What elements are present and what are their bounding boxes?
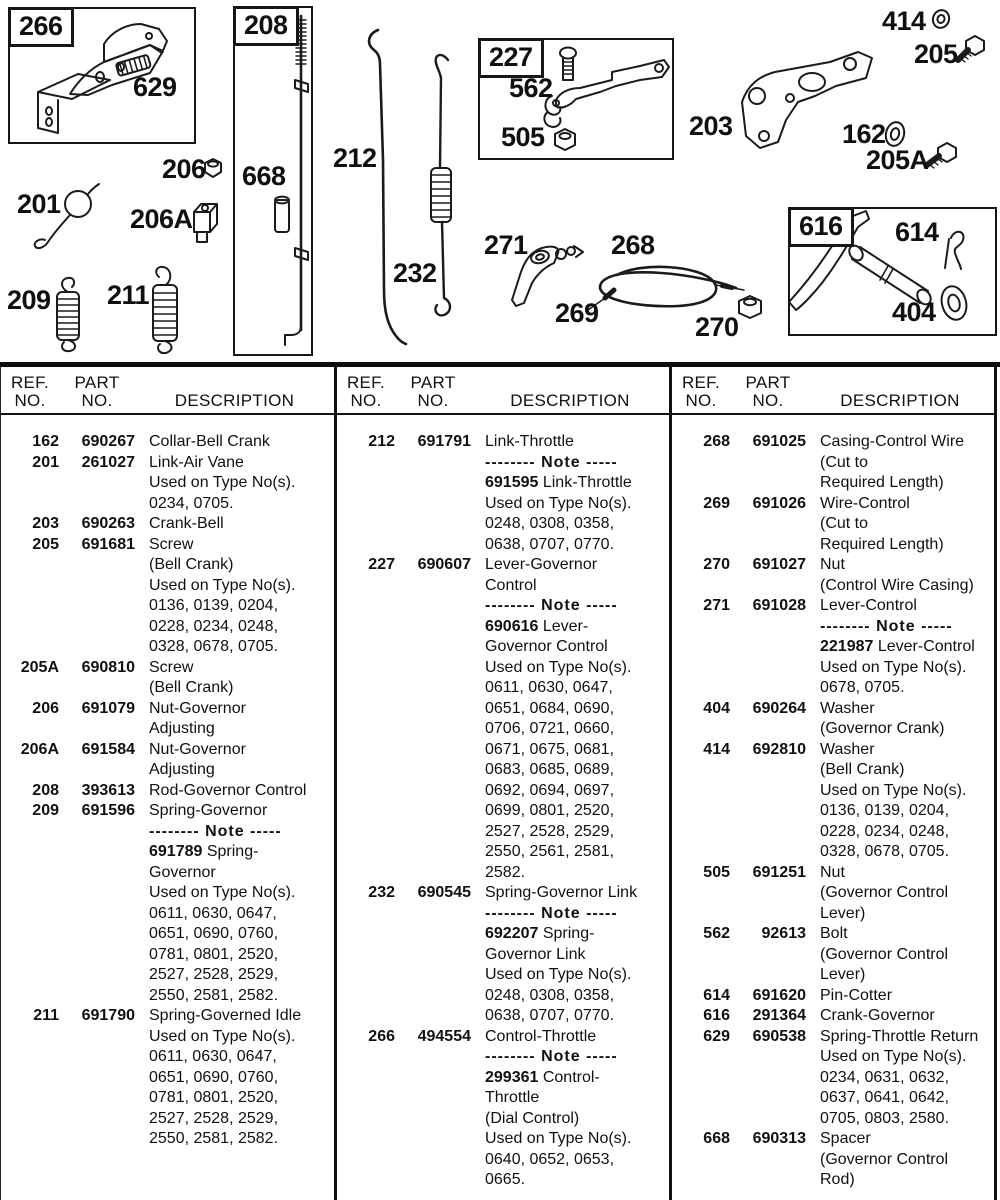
description-line: Used on Type No(s).: [149, 576, 296, 594]
callout-270: 270: [695, 312, 739, 342]
description-line: 2550, 2561, 2581,: [485, 843, 615, 860]
callout-201: 201: [17, 189, 61, 219]
callout-269: 269: [555, 298, 599, 328]
description: [471, 1027, 669, 1191]
description-line: Adjusting: [149, 720, 215, 737]
description-line: Governor Control: [485, 638, 608, 655]
ref-no: 271: [703, 597, 730, 614]
ref-no: 162: [32, 433, 59, 450]
description-line: 0136, 0139, 0204,: [149, 597, 279, 614]
ref-no: 232: [368, 884, 395, 901]
ref-no-header: REF. NO.: [681, 373, 721, 410]
ref-no: 614: [703, 986, 730, 1004]
ref-no: 268: [703, 433, 730, 450]
description: [806, 555, 994, 596]
description-line: Casing-Control Wire: [820, 433, 965, 450]
part-no-header: PART NO.: [410, 373, 456, 410]
description-line: Nut-Governor: [149, 699, 246, 717]
part-no: 261027: [81, 453, 135, 471]
description-line: (Governor Crank): [820, 720, 945, 737]
description-header: DESCRIPTION: [174, 391, 295, 410]
description: [806, 1129, 994, 1191]
description-line: Lever): [820, 904, 866, 922]
description-line: Throttle: [485, 1089, 540, 1106]
description-line: 0671, 0675, 0681,: [485, 740, 615, 758]
description-line: Lever-Control: [820, 597, 917, 614]
description-line: Used on Type No(s).: [149, 474, 296, 491]
description-line: 0136, 0139, 0204,: [820, 802, 950, 819]
description: [806, 924, 994, 986]
part-no-header: PART NO.: [74, 373, 120, 410]
part-270-nut-drawing: [739, 296, 761, 318]
description-line: Link-Throttle: [485, 433, 574, 450]
callout-162: 162: [842, 119, 886, 149]
callout-212: 212: [333, 143, 377, 173]
part-no: 393613: [81, 781, 135, 799]
description-line: (Bell Crank): [820, 761, 905, 778]
description-line: (Cut to: [820, 453, 869, 471]
callout-414: 414: [882, 6, 926, 36]
table-row: [1, 801, 334, 1006]
description: [806, 699, 994, 740]
description-line: Spring-Governor Link: [485, 884, 638, 901]
description-line: 2582.: [485, 863, 526, 881]
part-no: 690267: [81, 433, 135, 450]
description-line: 0611, 0630, 0647,: [149, 1048, 277, 1065]
table-column-2: [337, 367, 672, 1200]
description-line: Required Length): [820, 535, 944, 553]
description-line: (Governor Control: [820, 945, 949, 963]
description-line: 0699, 0801, 2520,: [485, 802, 615, 819]
description-line: Used on Type No(s).: [485, 658, 632, 676]
note-line: -------- Note -----: [820, 617, 953, 635]
table-row: [672, 740, 994, 863]
ref-no: 201: [32, 453, 59, 471]
description-line: Washer: [820, 699, 875, 717]
description-line: 0228, 0234, 0248,: [820, 822, 950, 840]
ref-no-header: REF. NO.: [346, 373, 386, 410]
description-line: Control: [485, 576, 537, 594]
part-no: 691025: [752, 433, 806, 450]
description-line: (Bell Crank): [149, 679, 234, 696]
note-line: -------- Note -----: [149, 822, 282, 840]
part-211-spring-drawing: [153, 267, 177, 353]
ref-no-header: REF. NO.: [10, 373, 50, 410]
part-no: 691028: [752, 597, 806, 614]
table-row: [337, 432, 669, 555]
parts-table: [0, 362, 1000, 1200]
description: [135, 658, 334, 699]
callout-629: 629: [133, 72, 177, 102]
description-header: DESCRIPTION: [510, 391, 630, 410]
description-line: Used on Type No(s).: [149, 1027, 296, 1045]
description-line: 0638, 0707, 0770.: [485, 535, 615, 553]
ref-no: 227: [368, 556, 395, 573]
ref-no: 562: [703, 925, 730, 942]
description-line: 2527, 2528, 2529,: [149, 966, 279, 983]
description-line: Crank-Bell: [149, 515, 224, 532]
part-no: 691791: [417, 433, 471, 450]
parts-diagram: [0, 0, 1000, 362]
table-entries-column-2: [337, 415, 669, 1191]
description: [135, 1006, 334, 1150]
part-206-nut-drawing: [205, 159, 221, 177]
description-line: Pin-Cotter: [820, 986, 893, 1004]
table-column-3: [672, 367, 997, 1200]
table-row: [672, 1129, 994, 1191]
callout-205: 205: [914, 39, 958, 69]
description-line: 0640, 0652, 0653,: [485, 1150, 615, 1168]
part-no: 691584: [81, 740, 135, 758]
table-row: [1, 781, 334, 802]
description-line: 0328, 0678, 0705.: [820, 843, 950, 860]
description-line: Used on Type No(s).: [485, 966, 632, 983]
description: [135, 432, 334, 453]
description-line: Lever-Governor: [485, 556, 598, 573]
table-row: [672, 699, 994, 740]
table-row: [1, 699, 334, 740]
description: [135, 801, 334, 1006]
part-no: 690264: [752, 699, 806, 717]
part-268-casing-drawing: [600, 267, 736, 306]
description: [806, 986, 994, 1007]
note-line: -------- Note -----: [485, 1048, 618, 1065]
part-no-header: PART NO.: [745, 373, 791, 410]
part-414-washer-drawing: [930, 8, 951, 30]
description: [135, 740, 334, 781]
table-row: [1, 514, 334, 535]
description-line: 0651, 0690, 0760,: [149, 1068, 279, 1086]
table-row: [672, 924, 994, 986]
table-row: [1, 535, 334, 658]
table-header: [1, 367, 334, 415]
table-column-1: [0, 367, 337, 1200]
description-line: 691595 Link-Throttle: [485, 474, 632, 491]
description-line: 0678, 0705.: [820, 679, 905, 696]
table-row: [1, 432, 334, 453]
table-row: [337, 1027, 669, 1191]
description-line: Used on Type No(s).: [485, 1130, 632, 1147]
table-row: [672, 863, 994, 925]
description-line: 0706, 0721, 0660,: [485, 720, 615, 737]
part-162-collar-drawing: [883, 120, 906, 148]
description-header: DESCRIPTION: [840, 391, 960, 410]
description-line: 0248, 0308, 0358,: [485, 515, 615, 532]
part-no: 691251: [752, 863, 806, 881]
table-row: [672, 1006, 994, 1027]
description-line: 299361 Control-: [485, 1068, 600, 1086]
description-line: (Dial Control): [485, 1109, 580, 1127]
description-line: Control-Throttle: [485, 1027, 597, 1045]
part-no: 690263: [81, 515, 135, 532]
callout-271: 271: [484, 230, 528, 260]
callout-266: 266: [8, 7, 74, 47]
description: [806, 1027, 994, 1130]
description-line: Bolt: [820, 925, 848, 942]
part-205-bolt-drawing: [958, 36, 984, 62]
ref-no: 414: [703, 740, 730, 758]
ref-no: 668: [703, 1130, 730, 1147]
ref-no: 203: [32, 515, 59, 532]
description: [471, 432, 669, 555]
part-206A-nut-drawing: [194, 204, 217, 242]
description-line: Spacer: [820, 1130, 871, 1147]
description: [806, 596, 994, 699]
ref-no: 270: [703, 556, 730, 573]
description-line: Spring-Throttle Return: [820, 1027, 979, 1045]
description: [806, 432, 994, 494]
description-line: Nut: [820, 863, 845, 881]
description: [135, 699, 334, 740]
description: [135, 453, 334, 515]
table-header: [337, 367, 669, 415]
part-no: 690538: [752, 1027, 806, 1045]
callout-227: 227: [478, 38, 544, 78]
part-209-spring-drawing: [57, 278, 79, 351]
description-line: 0248, 0308, 0358,: [485, 986, 615, 1004]
description-line: 2550, 2581, 2582.: [149, 1130, 279, 1147]
description-line: Governor Link: [485, 945, 586, 963]
table-row: [672, 986, 994, 1007]
description-line: 0638, 0707, 0770.: [485, 1007, 615, 1024]
callout-505: 505: [501, 122, 545, 152]
table-row: [337, 555, 669, 883]
callout-203: 203: [689, 111, 733, 141]
description-line: Rod-Governor Control: [149, 781, 307, 799]
part-no: 494554: [417, 1027, 471, 1045]
ref-no: 616: [703, 1007, 730, 1024]
description: [471, 883, 669, 1027]
callout-404: 404: [892, 297, 936, 327]
part-no: 690607: [417, 556, 471, 573]
ref-no: 404: [703, 699, 730, 717]
description-line: Nut-Governor: [149, 740, 246, 758]
callout-562: 562: [509, 73, 553, 103]
description-line: Screw: [149, 658, 194, 676]
description-line: 0228, 0234, 0248,: [149, 617, 279, 635]
ref-no: 209: [32, 802, 59, 819]
description-line: 0665.: [485, 1171, 526, 1188]
table-row: [672, 494, 994, 556]
callout-211: 211: [107, 280, 150, 310]
description-line: Spring-Governed Idle: [149, 1007, 302, 1024]
description-line: 0781, 0801, 2520,: [149, 1089, 279, 1106]
table-entries-column-1: [1, 415, 334, 1150]
description-line: 692207 Spring-: [485, 925, 595, 942]
callout-268: 268: [611, 230, 655, 260]
description-line: Wire-Control: [820, 494, 910, 512]
description-line: 2550, 2581, 2582.: [149, 986, 279, 1004]
part-no: 691079: [81, 699, 135, 717]
note-line: -------- Note -----: [485, 453, 618, 471]
description-line: (Cut to: [820, 515, 869, 532]
ref-no: 269: [703, 494, 730, 512]
description-line: Required Length): [820, 474, 944, 491]
description-line: 691789 Spring-: [149, 843, 259, 860]
ref-no: 206: [32, 699, 59, 717]
note-line: -------- Note -----: [485, 597, 618, 614]
table-row: [1, 740, 334, 781]
description: [806, 740, 994, 863]
part-no: 690810: [81, 658, 135, 676]
description-line: (Governor Control: [820, 884, 949, 901]
part-no: 291364: [752, 1007, 806, 1024]
ref-no: 266: [368, 1027, 395, 1045]
description-line: Screw: [149, 535, 194, 553]
ref-no: 212: [368, 433, 395, 450]
description-line: Link-Air Vane: [149, 453, 244, 471]
part-no: 690313: [752, 1130, 806, 1147]
table-row: [672, 1027, 994, 1130]
table-header: [672, 367, 994, 415]
description-line: 0692, 0694, 0697,: [485, 781, 615, 799]
part-205A-bolt-drawing: [927, 143, 956, 168]
part-no: 92613: [761, 925, 806, 942]
callout-668: 668: [242, 161, 286, 191]
description: [471, 555, 669, 883]
description-line: 0234, 0631, 0632,: [820, 1068, 950, 1086]
description-line: Collar-Bell Crank: [149, 433, 270, 450]
description-line: 0611, 0630, 0647,: [485, 679, 613, 696]
table-row: [672, 555, 994, 596]
description-line: Used on Type No(s).: [149, 884, 296, 901]
table-row: [1, 453, 334, 515]
description: [806, 1006, 994, 1027]
description: [135, 535, 334, 658]
part-no: 691790: [81, 1007, 135, 1024]
description-line: 0234, 0705.: [149, 494, 234, 512]
description: [806, 863, 994, 925]
description-line: (Control Wire Casing): [820, 576, 974, 594]
part-no: 691027: [752, 556, 806, 573]
ref-no: 629: [703, 1027, 730, 1045]
ref-no: 206A: [20, 740, 59, 758]
ref-no: 205: [32, 535, 59, 553]
description-line: Crank-Governor: [820, 1007, 935, 1024]
description-line: 0651, 0690, 0760,: [149, 925, 279, 942]
ref-no: 208: [32, 781, 59, 799]
table-row: [1, 658, 334, 699]
description-line: 0651, 0684, 0690,: [485, 699, 615, 717]
ref-no: 211: [33, 1007, 59, 1024]
note-line: -------- Note -----: [485, 904, 618, 922]
description: [135, 514, 334, 535]
description-line: 0611, 0630, 0647,: [149, 904, 277, 922]
description-line: 2527, 2528, 2529,: [149, 1109, 279, 1127]
description: [135, 781, 334, 802]
description-line: 0781, 0801, 2520,: [149, 945, 279, 963]
table-row: [337, 883, 669, 1027]
part-no: 691026: [752, 494, 806, 512]
table-row: [1, 1006, 334, 1150]
description-line: 0328, 0678, 0705.: [149, 638, 279, 655]
callout-209: 209: [7, 285, 51, 315]
description-line: 2527, 2528, 2529,: [485, 822, 615, 840]
description-line: 690616 Lever-: [485, 617, 589, 635]
part-212-link-drawing: [369, 30, 406, 344]
ref-no: 205A: [20, 658, 59, 676]
description: [806, 494, 994, 556]
description-line: 0705, 0803, 2580.: [820, 1109, 950, 1127]
callout-616: 616: [788, 207, 854, 247]
description-line: Lever): [820, 966, 866, 983]
description-line: (Bell Crank): [149, 556, 234, 573]
callout-232: 232: [393, 258, 437, 288]
part-no: 691681: [81, 535, 135, 553]
description-line: Used on Type No(s).: [485, 494, 632, 512]
table-row: [672, 432, 994, 494]
part-no: 691620: [752, 986, 806, 1004]
description-line: (Governor Control: [820, 1150, 949, 1168]
description-line: 221987 Lever-Control: [820, 638, 975, 655]
callout-208: 208: [233, 6, 299, 46]
description-line: Rod): [820, 1171, 855, 1188]
part-no: 691596: [81, 802, 135, 819]
ref-no: 505: [703, 863, 730, 881]
callout-206A: 206A: [130, 204, 193, 234]
description-line: 0683, 0685, 0689,: [485, 761, 615, 778]
description-line: Used on Type No(s).: [820, 658, 967, 676]
part-no: 690545: [417, 884, 471, 901]
callout-206: 206: [162, 154, 206, 184]
description-line: Nut: [820, 556, 845, 573]
callout-614: 614: [895, 217, 939, 247]
description-line: Used on Type No(s).: [820, 781, 967, 799]
callout-205A: 205A: [866, 145, 929, 175]
description-line: Washer: [820, 740, 875, 758]
table-row: [672, 596, 994, 699]
part-no: 692810: [752, 740, 806, 758]
description-line: Spring-Governor: [149, 802, 268, 819]
description-line: Governor: [149, 863, 216, 881]
description-line: 0637, 0641, 0642,: [820, 1089, 950, 1106]
table-entries-column-3: [672, 415, 994, 1191]
description-line: Adjusting: [149, 761, 215, 778]
description-line: Used on Type No(s).: [820, 1048, 967, 1065]
